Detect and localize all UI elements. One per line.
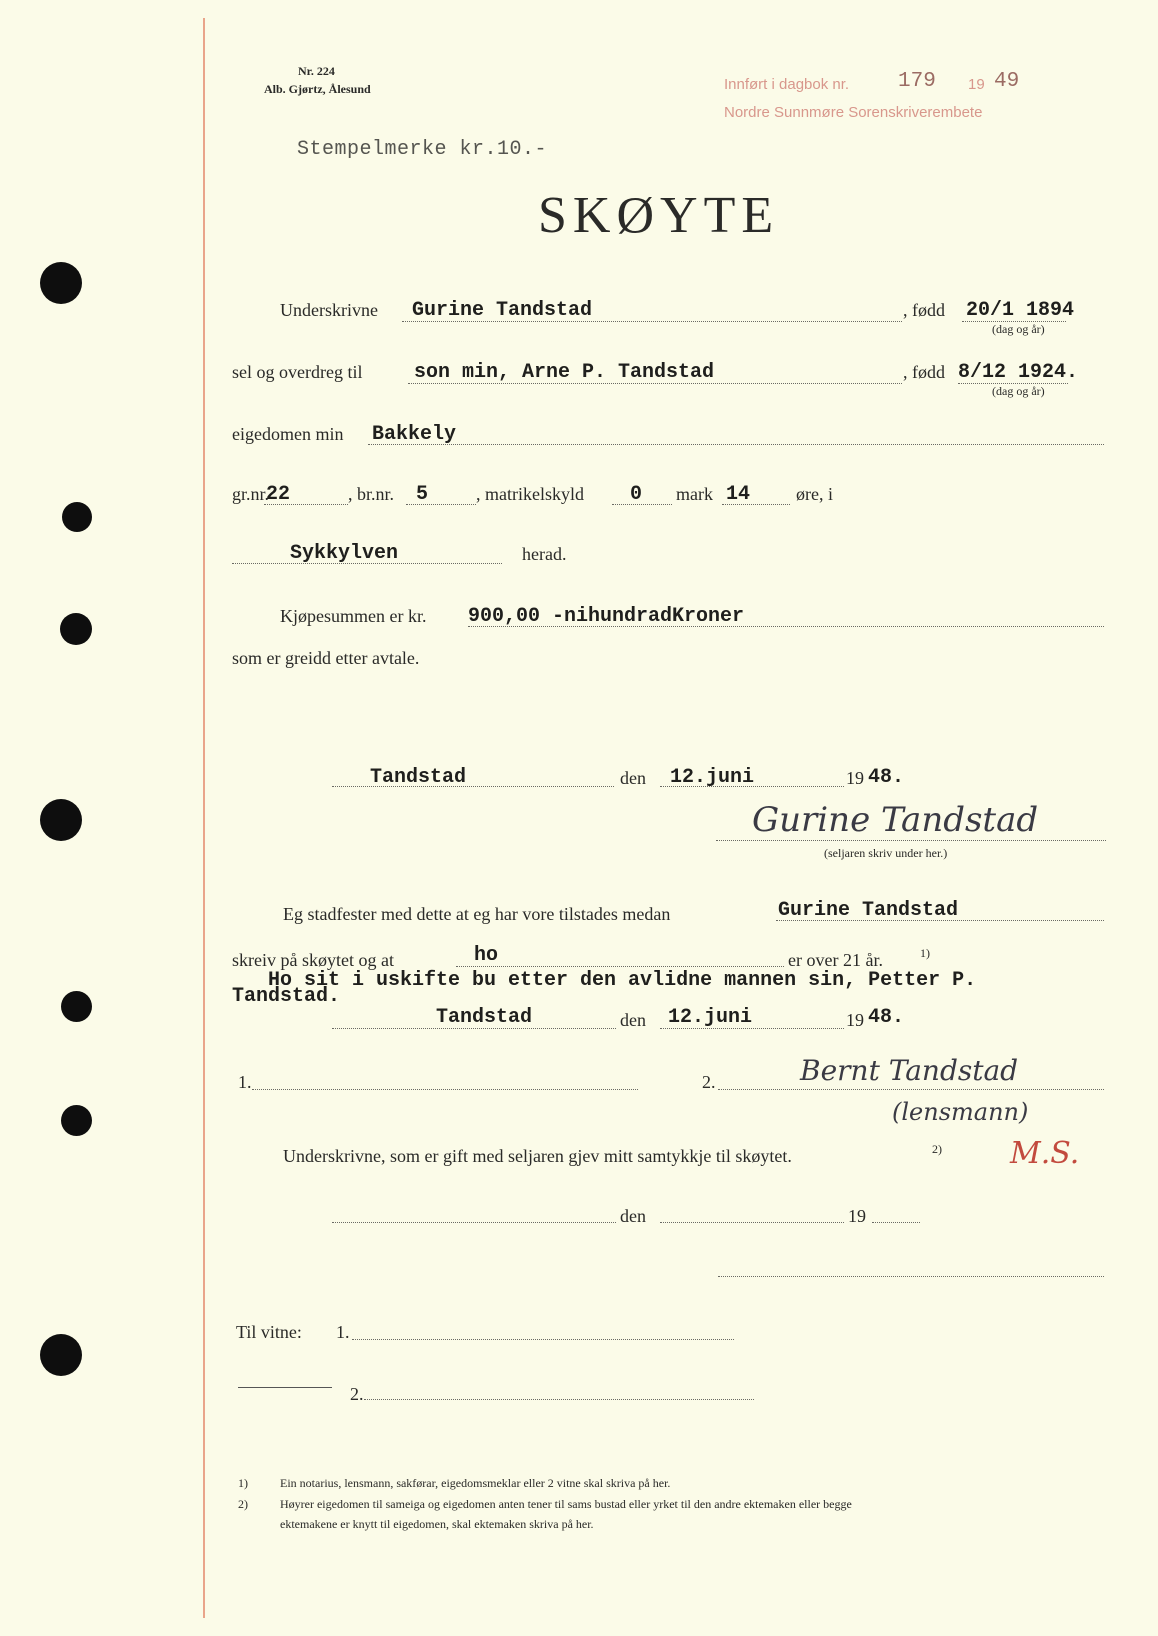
grnr-label: gr.nr. — [232, 484, 270, 504]
registry-stamp-year: 49 — [994, 70, 1020, 93]
spouse-den-label: den — [620, 1206, 646, 1226]
sale-year-prefix: 19 — [846, 768, 864, 788]
footnote-2-mark: 2) — [238, 1497, 248, 1511]
buyer-label: sel og overdreg til — [232, 362, 363, 382]
registry-stamp-year-prefix: 19 — [968, 76, 985, 93]
confirmation-place: Tandstad — [436, 1006, 533, 1029]
binder-hole — [40, 1334, 82, 1376]
document-title: SKØYTE — [538, 187, 780, 244]
property-label: eigedomen min — [232, 424, 344, 444]
footnote-2-line2: ektemakene er knytt til eigedomen, skal ektemaken skriva på her. — [280, 1517, 594, 1531]
seller-signature: Gurine Tandstad — [752, 800, 1039, 840]
lensmann-signature: Bernt Tandstad — [800, 1054, 1019, 1087]
registry-stamp-line2: Nordre Sunnmøre Sorenskriverembete — [724, 104, 983, 121]
confirmation-line2-value: ho — [474, 944, 499, 967]
binder-hole — [40, 262, 82, 304]
mark-label: mark — [676, 484, 713, 504]
herad-value: Sykkylven — [290, 542, 399, 565]
lensmann-title: (lensmann) — [892, 1098, 1029, 1126]
matrikel-label: , matrikelskyld — [476, 484, 584, 504]
witness-line2-label: 2. — [350, 1384, 364, 1404]
buyer-born-label: , fødd — [903, 362, 945, 382]
seller-born-label: , fødd — [903, 300, 945, 320]
footnote-1: Ein notarius, lensmann, sakførar, eigedomsmeklar eller 2 vitne skal skriva på her. — [280, 1476, 671, 1490]
footnote-ref-1: 1) — [920, 946, 930, 960]
registry-stamp-number: 179 — [898, 70, 936, 93]
witness2-label: 2. — [702, 1072, 716, 1092]
sale-year: 48. — [868, 766, 905, 789]
confirmation-line2-prefix: skreiv på skøytet og at — [232, 950, 394, 970]
mark-value: 0 — [630, 483, 643, 506]
typed-note-line1: Ho sit i uskifte bu etter den avlidne mannen sin, Petter P. — [268, 969, 977, 992]
confirmation-line2-suffix: er over 21 år. — [788, 950, 883, 970]
confirmation-year-prefix: 19 — [846, 1010, 864, 1030]
form-number: Nr. 224 — [298, 64, 335, 78]
seller-signature-hint: (seljaren skriv under her.) — [824, 846, 948, 860]
witness-line1-label: 1. — [336, 1322, 350, 1342]
seller-label: Underskrivne — [280, 300, 378, 320]
margin-line — [203, 18, 205, 1618]
confirmation-year: 48. — [868, 1006, 905, 1029]
confirmation-name: Gurine Tandstad — [778, 899, 959, 922]
buyer-birthdate: 8/12 1924. — [958, 361, 1079, 384]
stamp-duty-note: Stempelmerke kr.10.- — [297, 138, 548, 161]
confirmation-den-label: den — [620, 1010, 646, 1030]
grnr-value: 22 — [266, 483, 291, 506]
spouse-year-prefix: 19 — [848, 1206, 866, 1226]
footnote-2-line1: Høyrer eigedomen til sameiga og eigedomen anten tener til sams bustad eller yrket til den andre ektemaken eller begge — [280, 1497, 852, 1511]
ore-label: øre, i — [796, 484, 833, 504]
registry-stamp-line1: Innført i dagbok nr. — [724, 76, 850, 93]
brnr-value: 5 — [416, 483, 429, 506]
binder-hole — [62, 502, 92, 532]
binder-hole — [60, 613, 92, 645]
registrar-initials: M.S. — [1010, 1136, 1080, 1171]
binder-hole — [40, 799, 82, 841]
brnr-label: , br.nr. — [348, 484, 395, 504]
seller-born-hint: (dag og år) — [992, 322, 1045, 336]
sale-place: Tandstad — [370, 766, 467, 789]
witnesses-label: Til vitne: — [236, 1322, 302, 1342]
buyer-born-hint: (dag og år) — [992, 384, 1045, 398]
binder-hole — [61, 1105, 92, 1136]
price-note: som er greidd etter avtale. — [232, 648, 420, 668]
typed-note-line2: Tandstad. — [232, 985, 341, 1008]
spouse-consent-text: Underskrivne, som er gift med seljaren gjev mitt samtykkje til skøytet. — [283, 1146, 792, 1166]
property-name: Bakkely — [372, 423, 457, 446]
footnote-rule — [238, 1387, 332, 1388]
confirmation-text: Eg stadfester med dette at eg har vore tilstades medan — [283, 904, 671, 924]
price-label: Kjøpesummen er kr. — [280, 606, 427, 626]
price-value: 900,00 -nihundradKroner — [468, 605, 745, 628]
witness1-label: 1. — [238, 1072, 252, 1092]
footnote-1-mark: 1) — [238, 1476, 248, 1490]
buyer-name: son min, Arne P. Tandstad — [414, 361, 715, 384]
seller-name: Gurine Tandstad — [412, 299, 593, 322]
confirmation-date: 12.juni — [668, 1006, 753, 1029]
sale-date: 12.juni — [670, 766, 755, 789]
ore-value: 14 — [726, 483, 751, 506]
binder-hole — [61, 991, 92, 1022]
printer-name: Alb. Gjørtz, Ålesund — [264, 82, 371, 96]
seller-birthdate: 20/1 1894 — [966, 299, 1075, 322]
herad-label: herad. — [522, 544, 567, 564]
sale-den-label: den — [620, 768, 646, 788]
footnote-ref-2: 2) — [932, 1142, 942, 1156]
